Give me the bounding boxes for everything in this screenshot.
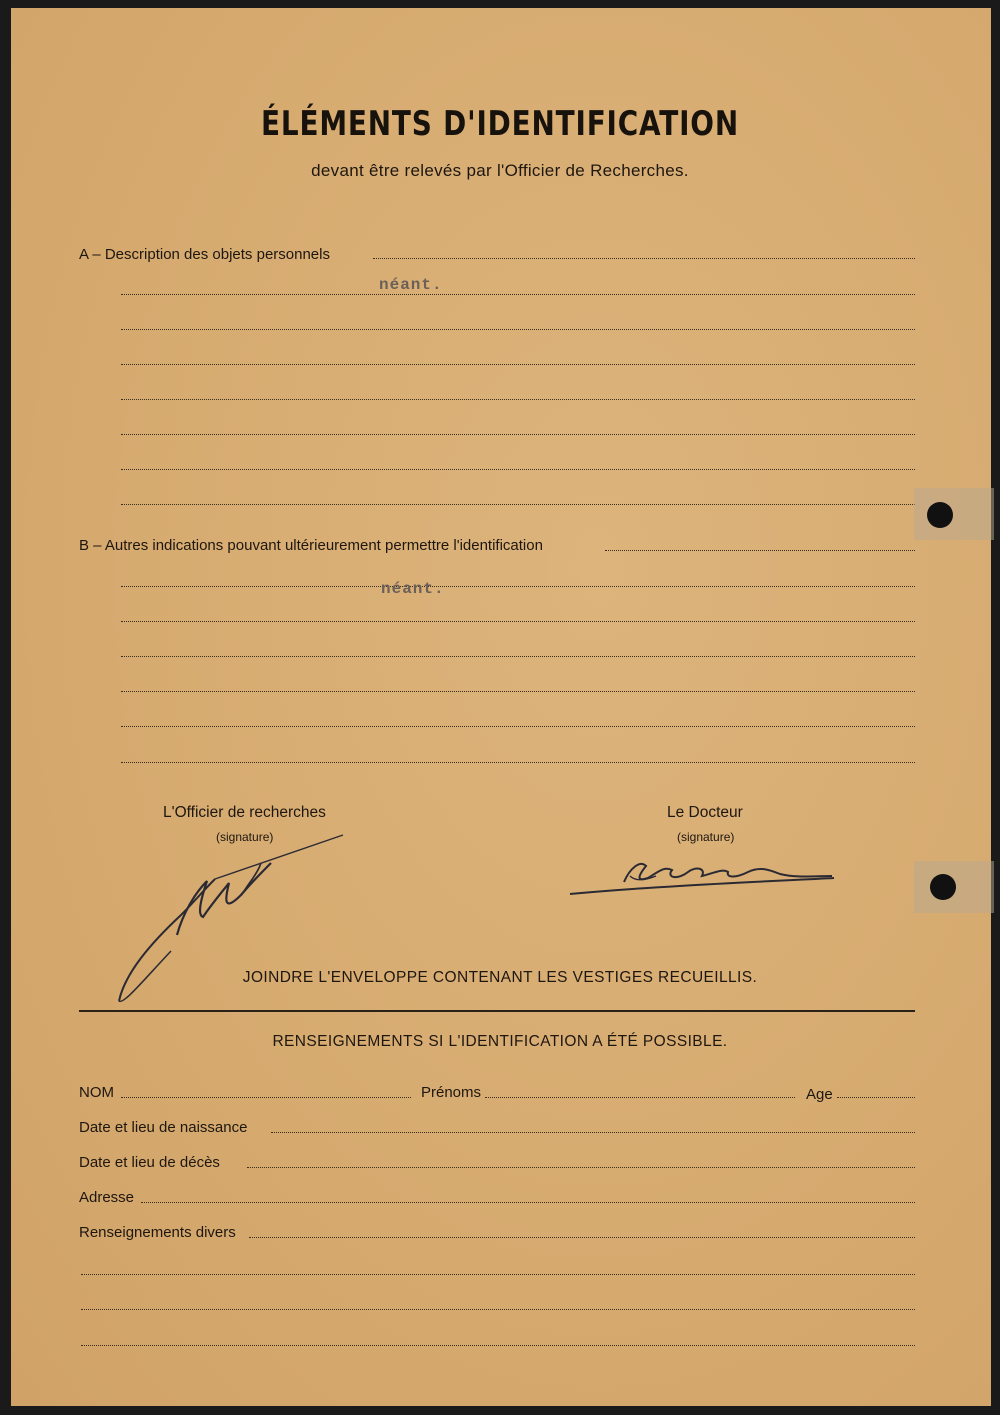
birth-line — [271, 1132, 915, 1133]
section-a-line-3 — [121, 329, 915, 330]
section-a-label: A – Description des objets personnels — [79, 246, 330, 263]
nom-line — [121, 1097, 411, 1098]
section-b-typed-value: néant. — [381, 580, 445, 598]
section-b-label: B – Autres indications pouvant ultérieurement permettre l'identification — [79, 537, 543, 554]
form-sheet — [11, 8, 991, 1406]
form-title: ÉLÉMENTS D'IDENTIFICATION — [261, 104, 739, 144]
section-b-line-3 — [121, 621, 915, 622]
death-label: Date et lieu de décès — [79, 1154, 220, 1171]
misc-line-1 — [249, 1237, 915, 1238]
officer-title: L'Officier de recherches — [163, 804, 326, 821]
age-line — [837, 1097, 915, 1098]
prenoms-label: Prénoms — [421, 1084, 482, 1101]
section-b-line-6 — [121, 726, 915, 727]
section-a-line-2 — [121, 294, 915, 295]
address-line — [141, 1202, 915, 1203]
misc-label: Renseignements divers — [79, 1224, 236, 1241]
section-a-line-1 — [373, 258, 915, 259]
misc-line-2 — [81, 1274, 915, 1275]
section-a-typed-value: néant. — [379, 276, 443, 294]
birth-label: Date et lieu de naissance — [79, 1119, 248, 1136]
punch-hole-bottom — [930, 874, 956, 900]
instruction-text: JOINDRE L'ENVELOPPE CONTENANT LES VESTIGES RECUEILLIS. — [242, 969, 758, 986]
prenoms-line — [485, 1097, 795, 1098]
doctor-signature — [566, 846, 856, 906]
section-divider — [79, 1010, 915, 1012]
doctor-title: Le Docteur — [667, 804, 743, 821]
misc-line-4 — [81, 1345, 915, 1346]
section-b-line-1 — [605, 550, 915, 551]
section-a-line-7 — [121, 469, 915, 470]
address-label: Adresse — [79, 1189, 135, 1206]
section-a-line-5 — [121, 399, 915, 400]
form-subtitle: devant être relevés par l'Officier de Recherches. — [311, 161, 689, 180]
age-label: Age — [806, 1086, 833, 1103]
section-a-line-6 — [121, 434, 915, 435]
nom-label: NOM — [79, 1084, 114, 1101]
officer-signature-caption: (signature) — [216, 830, 274, 844]
section-b-line-5 — [121, 691, 915, 692]
section-b-line-2 — [121, 586, 915, 587]
doctor-signature-caption: (signature) — [677, 830, 735, 844]
section-b-line-4 — [121, 656, 915, 657]
section-b-line-7 — [121, 762, 915, 763]
misc-line-3 — [81, 1309, 915, 1310]
identification-heading: RENSEIGNEMENTS SI L'IDENTIFICATION A ÉTÉ POSSIBLE. — [272, 1033, 728, 1050]
death-line — [247, 1167, 915, 1168]
section-a-line-4 — [121, 364, 915, 365]
punch-hole-shadow-top — [914, 488, 994, 540]
section-a-line-8 — [121, 504, 915, 505]
punch-hole-top — [927, 502, 953, 528]
